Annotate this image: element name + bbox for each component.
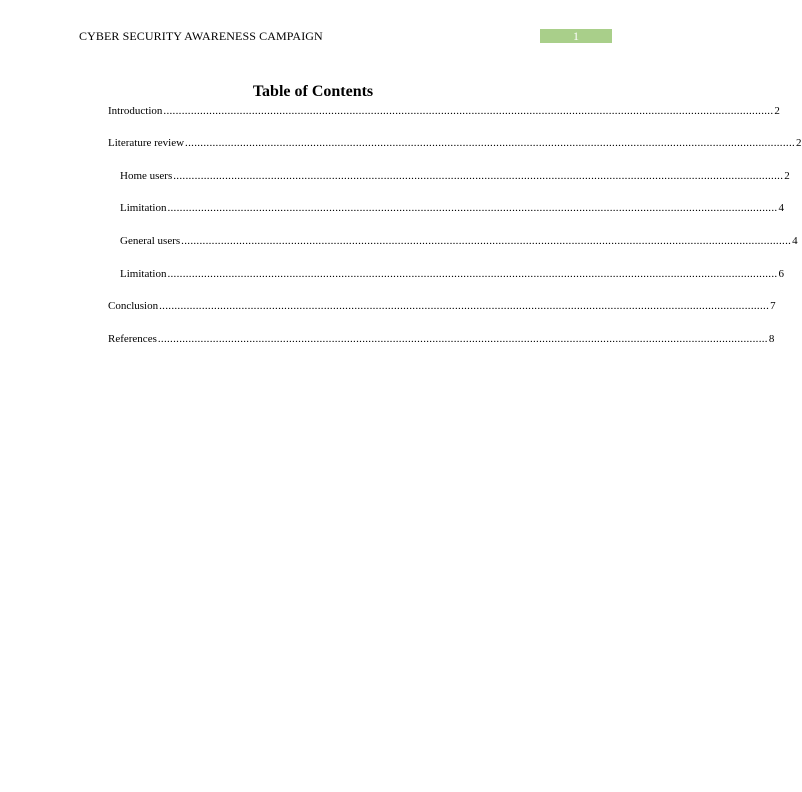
- running-head: CYBER SECURITY AWARENESS CAMPAIGN: [79, 29, 323, 43]
- toc-entry-home-users[interactable]: [120, 170, 790, 183]
- page-number: 1: [540, 29, 612, 43]
- toc-entry-page: 4: [778, 202, 784, 214]
- toc-dot-leader: ........................................................................................................................................................................................................: [181, 235, 792, 247]
- toc-entry-label: Home users: [120, 170, 173, 182]
- toc-entry-general-users[interactable]: [120, 235, 798, 248]
- toc-entry-page: 6: [778, 268, 784, 280]
- toc-title: Table of Contents: [252, 83, 374, 100]
- toc-dot-leader: ........................................................................................................................................................................................................: [167, 268, 778, 280]
- toc-entry-limitation-1[interactable]: [120, 202, 784, 215]
- toc-entry-label: Conclusion: [108, 300, 159, 312]
- toc-dot-leader: ........................................................................................................................................................................................................: [163, 105, 774, 117]
- toc-dot-leader: ........................................................................................................................................................................................................: [159, 300, 770, 312]
- toc-entry-label: Introduction: [108, 105, 163, 117]
- toc-entry-page: 7: [770, 300, 776, 312]
- toc-entry-page: 2: [774, 105, 780, 117]
- toc-entry-page: 8: [768, 333, 775, 345]
- toc-entry-page: 2: [796, 137, 802, 149]
- toc-entry-label: Limitation: [120, 202, 167, 214]
- toc-dot-leader: ........................................................................................................................................................................................................: [185, 137, 796, 149]
- toc-entry-introduction[interactable]: [108, 105, 780, 118]
- toc-entry-limitation-2[interactable]: [120, 268, 784, 281]
- toc-dot-leader: ........................................................................................................................................................................................................: [167, 202, 778, 214]
- toc-entry-page: 2: [784, 170, 790, 182]
- toc-entry-conclusion[interactable]: [108, 300, 776, 313]
- toc-entry-label: General users: [120, 235, 181, 247]
- toc-entry-references[interactable]: [108, 333, 775, 346]
- toc-entry-label: Limitation: [120, 268, 167, 280]
- toc-entry-literature-review[interactable]: [108, 137, 802, 150]
- toc-entry-page: 4: [792, 235, 798, 247]
- toc-entry-label: Literature review: [108, 137, 185, 149]
- toc-entry-label: References: [108, 333, 157, 345]
- toc-dot-leader: ........................................................................................................................................................................................................: [173, 170, 784, 182]
- toc-dot-leader: ........................................................................................................................................................................................................: [157, 333, 768, 345]
